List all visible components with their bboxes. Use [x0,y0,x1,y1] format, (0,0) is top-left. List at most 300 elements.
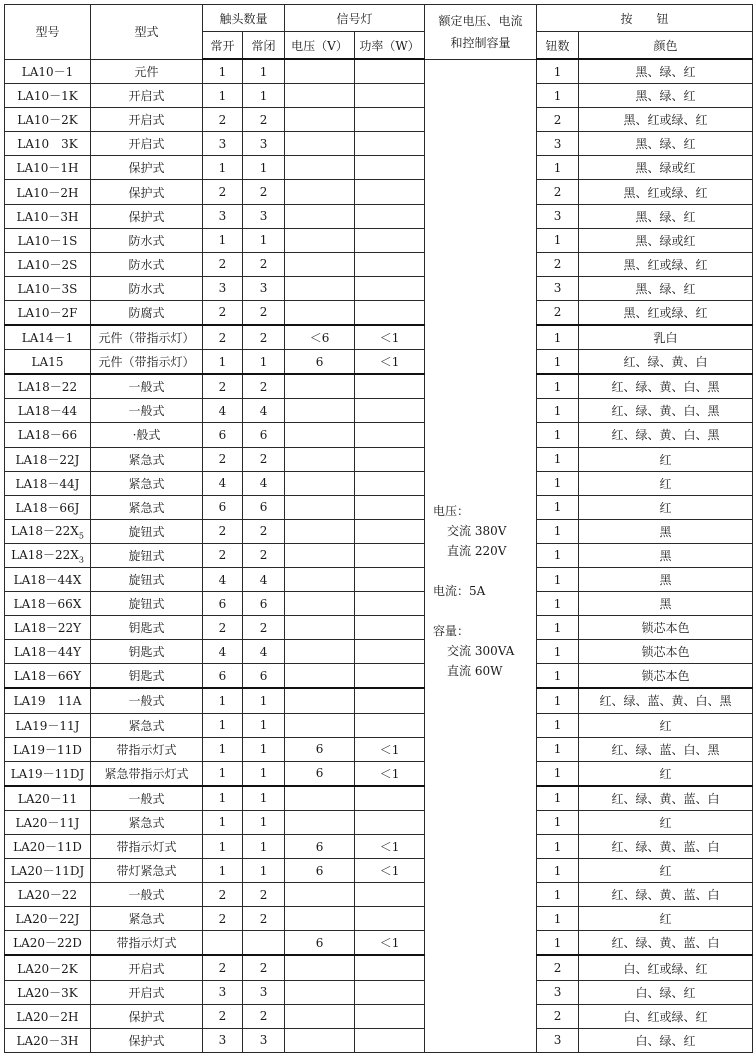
rating-gap [433,601,536,621]
header-voltage: 电压（V） [285,32,355,60]
table-row [5,835,753,859]
cell-normally-open: 2 [203,252,243,276]
cell-normally-open: 2 [203,1004,243,1028]
cell-normally-closed: 4 [243,471,285,495]
cell-lamp-voltage [285,713,355,737]
cell-type: 紧急式 [91,447,203,471]
cell-button-color: 乳白 [579,325,753,350]
cell-type: 防水式 [91,228,203,252]
cell-lamp-power [355,59,425,84]
cell-button-count: 1 [537,374,579,399]
cell-button-color: 锁芯本色 [579,616,753,640]
cell-normally-open: 2 [203,447,243,471]
table-row [5,664,753,689]
cell-normally-open: 3 [203,980,243,1004]
table-row [5,931,753,956]
cell-type: 防水式 [91,252,203,276]
table-row [5,640,753,664]
cell-button-color: 黑 [579,567,753,591]
cell-button-color: 红、绿、黄、白、黑 [579,423,753,447]
cell-button-color: 黑、红或绿、红 [579,108,753,132]
cell-model: LA18－66X [5,592,91,616]
cell-lamp-voltage: 6 [285,350,355,375]
cell-lamp-power [355,471,425,495]
cell-lamp-voltage [285,883,355,907]
cell-model: LA18－22J [5,447,91,471]
cell-normally-open: 2 [203,300,243,325]
cell-normally-closed: 1 [243,156,285,180]
cell-lamp-power [355,519,425,543]
cell-normally-open: 3 [203,276,243,300]
table-row [5,592,753,616]
table-row [5,786,753,811]
cell-button-color: 白、绿、红 [579,1028,753,1052]
table-row [5,228,753,252]
cell-lamp-voltage [285,132,355,156]
cell-button-count: 3 [537,276,579,300]
cell-normally-open: 4 [203,640,243,664]
model-subscript: 3 [78,555,84,565]
cell-lamp-power [355,955,425,980]
cell-button-color: 黑 [579,592,753,616]
cell-lamp-power [355,180,425,204]
cell-lamp-power: ＜1 [355,859,425,883]
cell-lamp-voltage [285,907,355,931]
cell-normally-open: 4 [203,471,243,495]
cell-button-color: 红 [579,761,753,786]
table-row [5,350,753,375]
cell-model: LA18－44 [5,399,91,423]
table-row [5,325,753,350]
cell-type: 紧急式 [91,907,203,931]
cell-button-count: 3 [537,132,579,156]
rating-capacity-ac: 交流 300VA [447,643,515,658]
cell-lamp-voltage [285,640,355,664]
cell-model: LA20－11DJ [5,859,91,883]
cell-lamp-power [355,592,425,616]
table-row [5,761,753,786]
cell-normally-open: 2 [203,616,243,640]
cell-lamp-power [355,664,425,689]
cell-button-count: 1 [537,399,579,423]
cell-type: 开启式 [91,84,203,108]
cell-type: 带指示灯式 [91,737,203,761]
rating-capacity-label: 容量： [433,623,470,638]
table-row [5,204,753,228]
cell-normally-closed: 3 [243,1028,285,1052]
table-row [5,300,753,325]
cell-model: LA10－1H [5,156,91,180]
cell-lamp-voltage [285,810,355,834]
cell-lamp-voltage: 6 [285,737,355,761]
cell-model: LA10－2F [5,300,91,325]
cell-normally-open: 1 [203,835,243,859]
table-row [5,495,753,519]
cell-lamp-power [355,423,425,447]
cell-normally-closed: 3 [243,276,285,300]
cell-button-color: 黑 [579,543,753,567]
cell-type: 紧急式 [91,713,203,737]
cell-normally-open: 2 [203,325,243,350]
cell-normally-open: 6 [203,664,243,689]
cell-lamp-power [355,204,425,228]
cell-lamp-voltage [285,567,355,591]
cell-button-count: 1 [537,835,579,859]
cell-type: 钥匙式 [91,616,203,640]
cell-lamp-power [355,108,425,132]
cell-model: LA20－22D [5,931,91,956]
cell-type: 带指示灯式 [91,835,203,859]
cell-model: LA20－22 [5,883,91,907]
cell-model: LA20－11J [5,810,91,834]
cell-normally-open: 1 [203,688,243,713]
cell-type: 保护式 [91,204,203,228]
cell-lamp-voltage [285,59,355,84]
cell-lamp-power: ＜1 [355,931,425,956]
cell-button-count: 1 [537,883,579,907]
cell-lamp-voltage [285,84,355,108]
cell-lamp-power [355,374,425,399]
cell-normally-open: 2 [203,374,243,399]
cell-lamp-voltage [285,276,355,300]
cell-button-color: 红 [579,495,753,519]
table-row [5,1004,753,1028]
cell-normally-closed: 1 [243,713,285,737]
cell-model: LA10－3S [5,276,91,300]
cell-type: ·般式 [91,423,203,447]
cell-button-color: 红 [579,810,753,834]
table-row [5,399,753,423]
cell-button-count: 1 [537,713,579,737]
cell-button-color: 黑、红或绿、红 [579,180,753,204]
cell-lamp-power [355,883,425,907]
cell-type: 紧急式 [91,810,203,834]
header-button-count: 钮数 [537,32,579,60]
cell-normally-open: 1 [203,228,243,252]
cell-normally-open: 1 [203,350,243,375]
cell-normally-closed: 1 [243,859,285,883]
cell-button-count: 1 [537,471,579,495]
cell-normally-open: 1 [203,859,243,883]
table-row [5,180,753,204]
cell-lamp-power [355,156,425,180]
cell-type: 保护式 [91,1028,203,1052]
cell-normally-closed: 1 [243,737,285,761]
cell-normally-closed: 2 [243,374,285,399]
cell-lamp-power: ＜1 [355,737,425,761]
cell-button-count: 1 [537,907,579,931]
header-buttons: 按 钮 [537,5,753,32]
cell-type: 保护式 [91,180,203,204]
cell-type: 开启式 [91,955,203,980]
cell-button-count: 1 [537,567,579,591]
cell-model: LA18－44Y [5,640,91,664]
cell-model: LA20－22J [5,907,91,931]
cell-lamp-power [355,640,425,664]
cell-normally-open: 1 [203,59,243,84]
cell-normally-open: 2 [203,883,243,907]
rating-cell [425,59,537,1052]
cell-normally-closed: 3 [243,980,285,1004]
table-row [5,688,753,713]
cell-lamp-power [355,1004,425,1028]
header-model: 型号 [5,5,91,60]
cell-type: 旋钮式 [91,519,203,543]
cell-button-count: 3 [537,980,579,1004]
cell-model: LA10－1 [5,59,91,84]
cell-type: 保护式 [91,1004,203,1028]
cell-button-color: 黑、红或绿、红 [579,300,753,325]
cell-normally-closed: 2 [243,616,285,640]
cell-normally-closed: 1 [243,835,285,859]
cell-normally-open: 2 [203,108,243,132]
cell-normally-open: 1 [203,810,243,834]
cell-type: 紧急式 [91,471,203,495]
header-normally-closed: 常闭 [243,32,285,60]
cell-button-color: 红、绿、黄、白 [579,350,753,375]
cell-normally-closed: 1 [243,810,285,834]
table-row [5,447,753,471]
cell-button-color: 红 [579,471,753,495]
cell-lamp-voltage [285,252,355,276]
table-row [5,84,753,108]
cell-type: 防腐式 [91,300,203,325]
cell-button-color: 红、绿、黄、蓝、白 [579,786,753,811]
cell-normally-closed: 1 [243,59,285,84]
cell-button-count: 1 [537,737,579,761]
cell-model: LA14－1 [5,325,91,350]
cell-type: 旋钮式 [91,592,203,616]
cell-normally-closed: 2 [243,108,285,132]
cell-button-count: 1 [537,519,579,543]
cell-button-count: 2 [537,955,579,980]
cell-normally-closed: 2 [243,955,285,980]
cell-lamp-voltage [285,1028,355,1052]
cell-button-count: 1 [537,423,579,447]
cell-type: 一般式 [91,883,203,907]
cell-lamp-voltage [285,228,355,252]
cell-lamp-power [355,907,425,931]
cell-normally-closed [243,931,285,956]
cell-model: LA10－3H [5,204,91,228]
cell-lamp-voltage [285,616,355,640]
cell-model: LA10－1S [5,228,91,252]
cell-lamp-power [355,399,425,423]
table-row [5,980,753,1004]
cell-lamp-voltage [285,664,355,689]
cell-model: LA10－1K [5,84,91,108]
cell-button-count: 1 [537,447,579,471]
cell-type: 一般式 [91,374,203,399]
cell-button-count: 1 [537,931,579,956]
table-row [5,108,753,132]
cell-type: 带灯紧急式 [91,859,203,883]
table-row [5,471,753,495]
table-row [5,567,753,591]
cell-lamp-voltage [285,471,355,495]
cell-button-color: 黑、绿、红 [579,204,753,228]
cell-lamp-power [355,447,425,471]
cell-lamp-power [355,252,425,276]
cell-lamp-power [355,543,425,567]
cell-model: LA20－11D [5,835,91,859]
cell-button-color: 黑、绿或红 [579,156,753,180]
header-normally-open: 常开 [203,32,243,60]
cell-button-count: 3 [537,1028,579,1052]
cell-button-count: 1 [537,228,579,252]
cell-normally-open: 4 [203,567,243,591]
cell-type: 旋钮式 [91,543,203,567]
cell-type: 开启式 [91,132,203,156]
header-signal-lamp: 信号灯 [285,5,425,32]
cell-button-count: 3 [537,204,579,228]
rating-current: 电流：5A [433,583,486,598]
cell-button-count: 1 [537,495,579,519]
cell-model: LA18－44X [5,567,91,591]
cell-normally-open: 3 [203,132,243,156]
cell-normally-closed: 6 [243,664,285,689]
cell-model: LA20－3H [5,1028,91,1052]
cell-button-color: 红、绿、黄、白、黑 [579,374,753,399]
cell-lamp-voltage: 6 [285,931,355,956]
table-row [5,737,753,761]
cell-button-color: 黑 [579,519,753,543]
cell-lamp-voltage [285,156,355,180]
cell-button-count: 1 [537,664,579,689]
cell-type: 钥匙式 [91,640,203,664]
cell-normally-open: 1 [203,761,243,786]
cell-lamp-voltage [285,495,355,519]
table-row [5,713,753,737]
cell-type: 一般式 [91,688,203,713]
cell-button-color: 红 [579,447,753,471]
cell-normally-closed: 1 [243,688,285,713]
cell-button-count: 1 [537,592,579,616]
cell-model: LA10－2S [5,252,91,276]
cell-button-color: 白、红或绿、红 [579,955,753,980]
cell-normally-closed: 4 [243,399,285,423]
rating-block [433,501,536,681]
cell-lamp-power [355,567,425,591]
header-rating-line1: 额定电压、电流 [438,13,523,28]
cell-model: LA10－2H [5,180,91,204]
cell-button-count: 1 [537,688,579,713]
cell-lamp-voltage [285,204,355,228]
cell-normally-open: 6 [203,423,243,447]
cell-lamp-power [355,132,425,156]
header-power: 功率（W） [355,32,425,60]
cell-model: LA20－3K [5,980,91,1004]
cell-button-color: 白、绿、红 [579,980,753,1004]
table-row [5,252,753,276]
cell-button-color: 红、绿、蓝、白、黑 [579,737,753,761]
cell-normally-closed: 2 [243,883,285,907]
table-row [5,616,753,640]
cell-normally-open: 1 [203,737,243,761]
cell-button-count: 1 [537,84,579,108]
cell-lamp-power [355,495,425,519]
cell-model: LA20－2K [5,955,91,980]
rating-voltage-dc: 直流 220V [447,543,507,558]
cell-button-count: 1 [537,350,579,375]
cell-lamp-voltage [285,688,355,713]
cell-model: LA18－66 [5,423,91,447]
cell-button-count: 1 [537,786,579,811]
table-row [5,883,753,907]
cell-button-color: 黑、绿或红 [579,228,753,252]
cell-type: 紧急式 [91,495,203,519]
cell-normally-closed: 3 [243,132,285,156]
cell-button-color: 白、红或绿、红 [579,1004,753,1028]
table-row [5,1028,753,1052]
cell-normally-open: 2 [203,180,243,204]
cell-normally-open: 1 [203,713,243,737]
cell-model: LA18－66J [5,495,91,519]
cell-type: 钥匙式 [91,664,203,689]
cell-type: 一般式 [91,399,203,423]
button-spec-table [4,4,753,1053]
cell-model: LA18－66Y [5,664,91,689]
cell-normally-open: 1 [203,156,243,180]
cell-type: 紧急带指示灯式 [91,761,203,786]
header-contacts: 触头数量 [203,5,285,32]
table-row [5,955,753,980]
cell-model: LA19－11D [5,737,91,761]
cell-lamp-power [355,786,425,811]
cell-button-count: 2 [537,1004,579,1028]
cell-button-color: 红 [579,713,753,737]
cell-normally-open: 2 [203,955,243,980]
cell-model: LA19 11A [5,688,91,713]
table-row [5,543,753,567]
cell-normally-closed: 2 [243,300,285,325]
cell-normally-closed: 2 [243,543,285,567]
rating-capacity-dc: 直流 60W [447,663,503,678]
cell-normally-closed: 1 [243,761,285,786]
cell-normally-closed: 1 [243,350,285,375]
table-body [5,59,753,1052]
cell-button-color: 黑、绿、红 [579,59,753,84]
cell-lamp-voltage [285,108,355,132]
cell-model: LA19－11DJ [5,761,91,786]
cell-normally-open: 2 [203,907,243,931]
cell-model: LA10－2K [5,108,91,132]
cell-lamp-power [355,980,425,1004]
table-row [5,156,753,180]
cell-model [5,543,91,567]
model-text: LA18－22X [11,548,79,563]
cell-button-count: 1 [537,859,579,883]
model-subscript: 5 [78,531,84,541]
cell-button-color: 红、绿、黄、蓝、白 [579,835,753,859]
cell-lamp-power [355,810,425,834]
cell-lamp-voltage [285,980,355,1004]
table-row [5,810,753,834]
cell-type: 保护式 [91,156,203,180]
table-row [5,519,753,543]
cell-normally-closed: 1 [243,786,285,811]
cell-model: LA10 3K [5,132,91,156]
cell-type: 元件（带指示灯） [91,325,203,350]
cell-button-count: 1 [537,156,579,180]
cell-button-color: 红、绿、黄、蓝、白 [579,883,753,907]
cell-lamp-power [355,616,425,640]
cell-lamp-power [355,300,425,325]
cell-type: 一般式 [91,786,203,811]
cell-button-color: 红 [579,859,753,883]
cell-button-count: 1 [537,640,579,664]
cell-lamp-power: ＜1 [355,761,425,786]
